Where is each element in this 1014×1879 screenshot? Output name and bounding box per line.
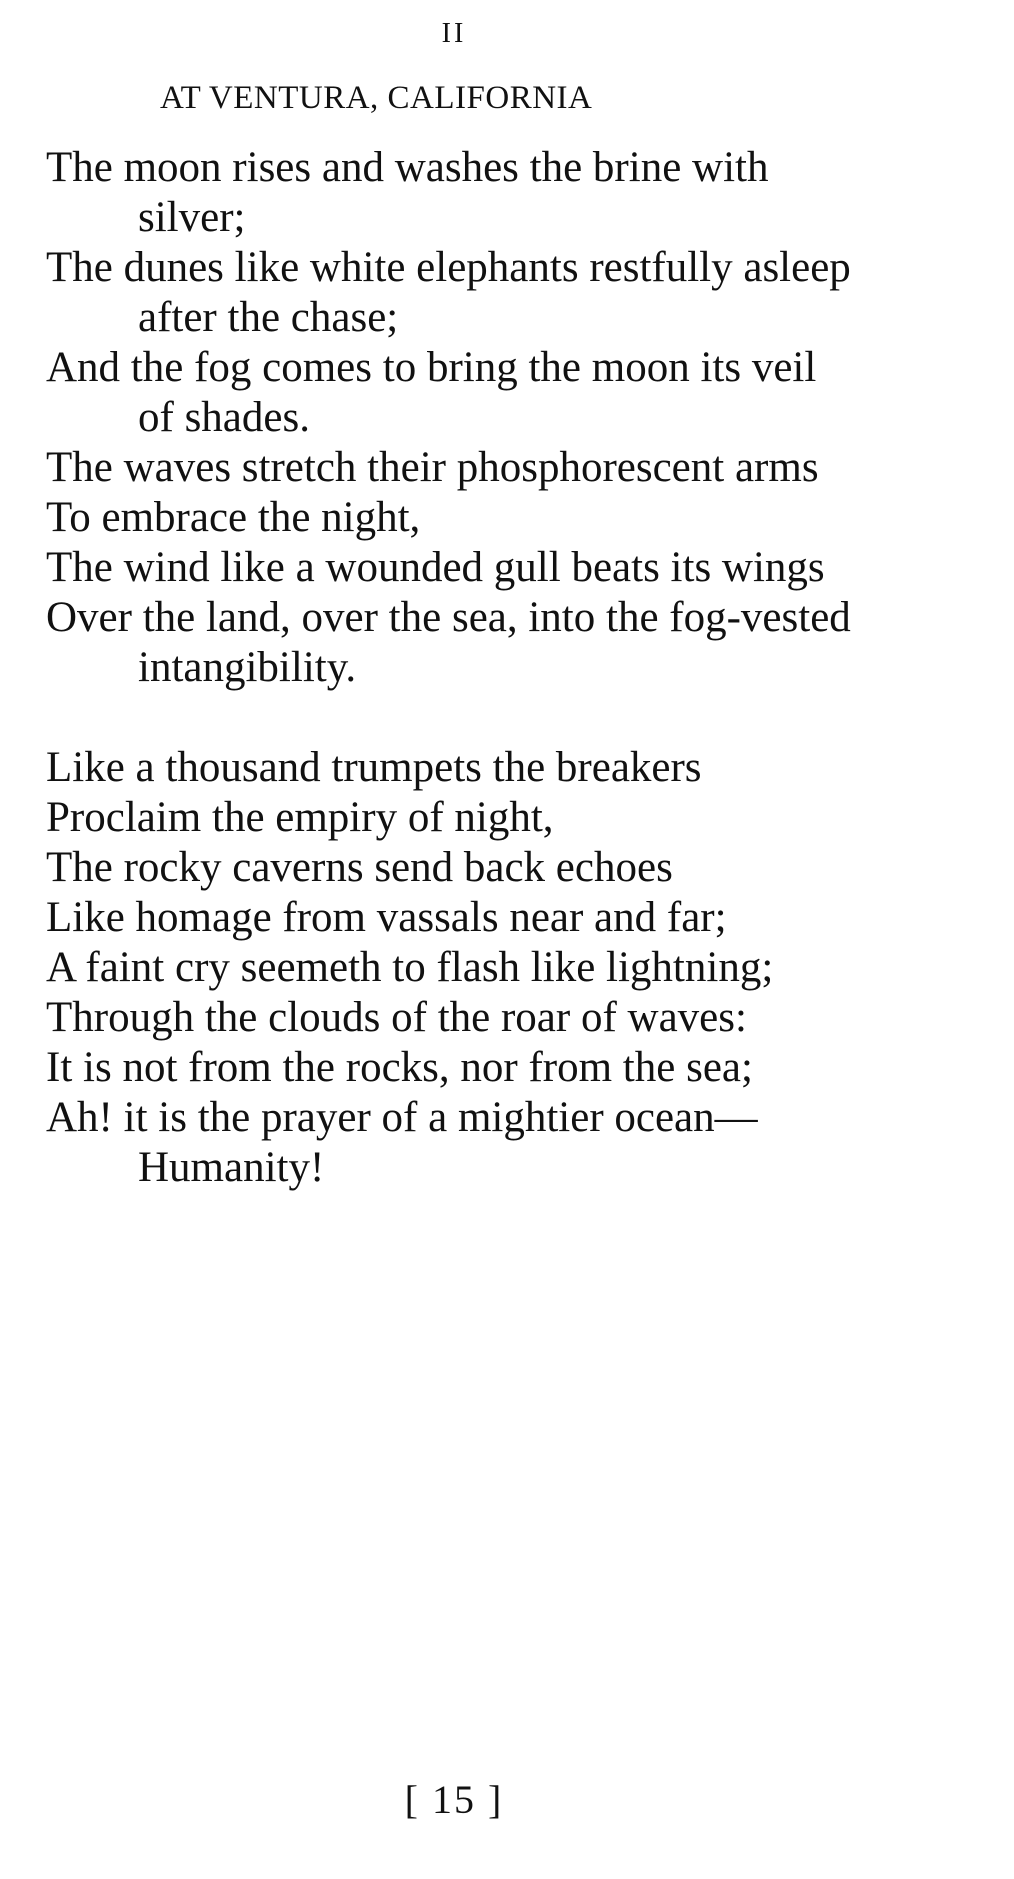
page-number: [ 15 ] bbox=[404, 1777, 504, 1822]
verse-line: The rocky caverns send back echoes bbox=[46, 844, 673, 891]
verse-line: Proclaim the empiry of night, bbox=[46, 794, 554, 841]
verse-line: And the fog comes to bring the moon its veil of shades. bbox=[46, 344, 817, 441]
verse-line: It is not from the rocks, nor from the sea; bbox=[46, 1044, 753, 1091]
verse-line: Through the clouds of the roar of waves: bbox=[46, 994, 747, 1041]
verse-line: The waves stretch their phosphorescent arms bbox=[46, 444, 819, 491]
stanza-2 bbox=[46, 743, 996, 1193]
verse-line: Like homage from vassals near and far; bbox=[46, 894, 727, 941]
verse-line: Ah! it is the prayer of a mightier ocean— Humanity! bbox=[46, 1094, 758, 1191]
verse-line: To embrace the night, bbox=[46, 494, 421, 541]
verse-line: A faint cry seemeth to flash like lightning; bbox=[46, 944, 774, 991]
verse-line: Over the land, over the sea, into the fog-vested intangibility. bbox=[46, 594, 851, 691]
verse-line: The dunes like white elephants restfully asleep after the chase; bbox=[46, 244, 851, 341]
section-number: II bbox=[441, 18, 467, 49]
verse-line: Like a thousand trumpets the breakers bbox=[46, 744, 702, 791]
verse-line: The wind like a wounded gull beats its wings bbox=[46, 544, 825, 591]
poem-body bbox=[46, 143, 996, 1193]
poem-title: AT VENTURA, CALIFORNIA bbox=[160, 80, 593, 116]
verse-line: The moon rises and washes the brine with silver; bbox=[46, 144, 769, 241]
stanza-1 bbox=[46, 143, 996, 693]
